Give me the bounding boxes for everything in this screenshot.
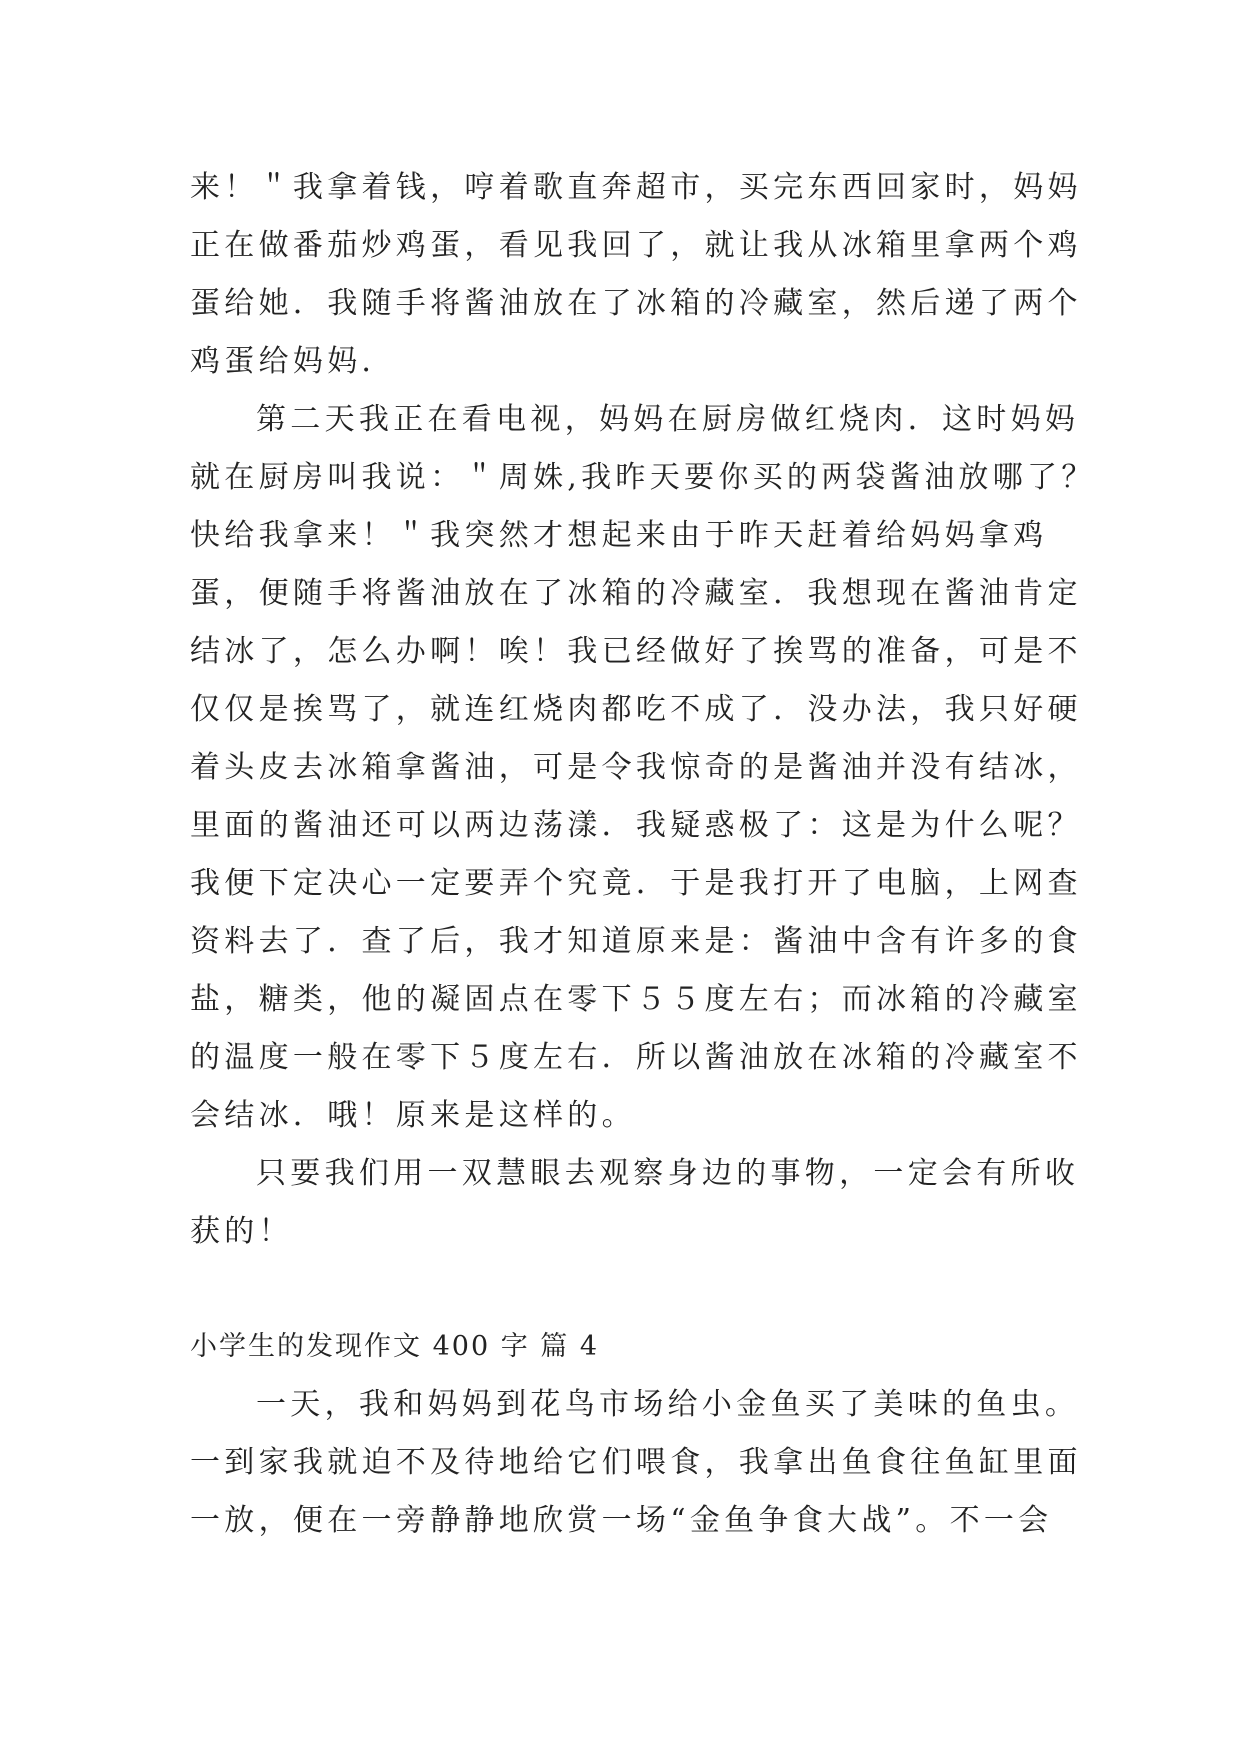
text-line: 正在做番茄炒鸡蛋，看见我回了，就让我从冰箱里拿两个鸡 <box>190 228 1082 263</box>
section-heading: 小学生的发现作文 400 字 篇 4 <box>190 1331 600 1362</box>
text-line: 我便下定决心一定要弄个究竟．于是我打开了电脑，上网查 <box>190 866 1082 901</box>
text-line: 蛋给她．我随手将酱油放在了冰箱的冷藏室，然后递了两个 <box>190 286 1082 321</box>
text-line: 一天，我和妈妈到花鸟市场给小金鱼买了美味的鱼虫。 <box>256 1387 1080 1422</box>
text-line: 盐，糖类，他的凝固点在零下５５度左右；而冰箱的冷藏室 <box>190 982 1082 1017</box>
text-line: 第二天我正在看电视，妈妈在厨房做红烧肉．这时妈妈 <box>256 402 1080 437</box>
text-line: 鸡蛋给妈妈． <box>190 344 396 379</box>
text-line: 仅仅是挨骂了，就连红烧肉都吃不成了．没办法，我只好硬 <box>190 692 1082 727</box>
text-line: 会结冰．哦！原来是这样的。 <box>190 1098 636 1133</box>
text-line: 快给我拿来！＂我突然才想起来由于昨天赶着给妈妈拿鸡 <box>190 518 1048 553</box>
text-line: 来！＂我拿着钱，哼着歌直奔超市，买完东西回家时，妈妈 <box>190 170 1082 205</box>
text-line: 着头皮去冰箱拿酱油，可是令我惊奇的是酱油并没有结冰， <box>190 750 1082 785</box>
text-line: 就在厨房叫我说：＂周姝,我昨天要你买的两袋酱油放哪了？ <box>190 460 1096 495</box>
text-line: 一放，便在一旁静静地欣赏一场“金鱼争食大战”。不一会 <box>190 1503 1053 1538</box>
text-line: 一到家我就迫不及待地给它们喂食，我拿出鱼食往鱼缸里面 <box>190 1445 1082 1480</box>
text-line: 获的！ <box>190 1214 293 1249</box>
text-line: 蛋，便随手将酱油放在了冰箱的冷藏室．我想现在酱油肯定 <box>190 576 1082 611</box>
text-line: 只要我们用一双慧眼去观察身边的事物，一定会有所收 <box>256 1156 1080 1191</box>
text-line: 里面的酱油还可以两边荡漾．我疑惑极了：这是为什么呢？ <box>190 808 1082 843</box>
text-line: 资料去了．查了后，我才知道原来是：酱油中含有许多的食 <box>190 924 1082 959</box>
text-line: 的温度一般在零下５度左右．所以酱油放在冰箱的冷藏室不 <box>190 1040 1082 1075</box>
text-line: 结冰了，怎么办啊！唉！我已经做好了挨骂的准备，可是不 <box>190 634 1082 669</box>
